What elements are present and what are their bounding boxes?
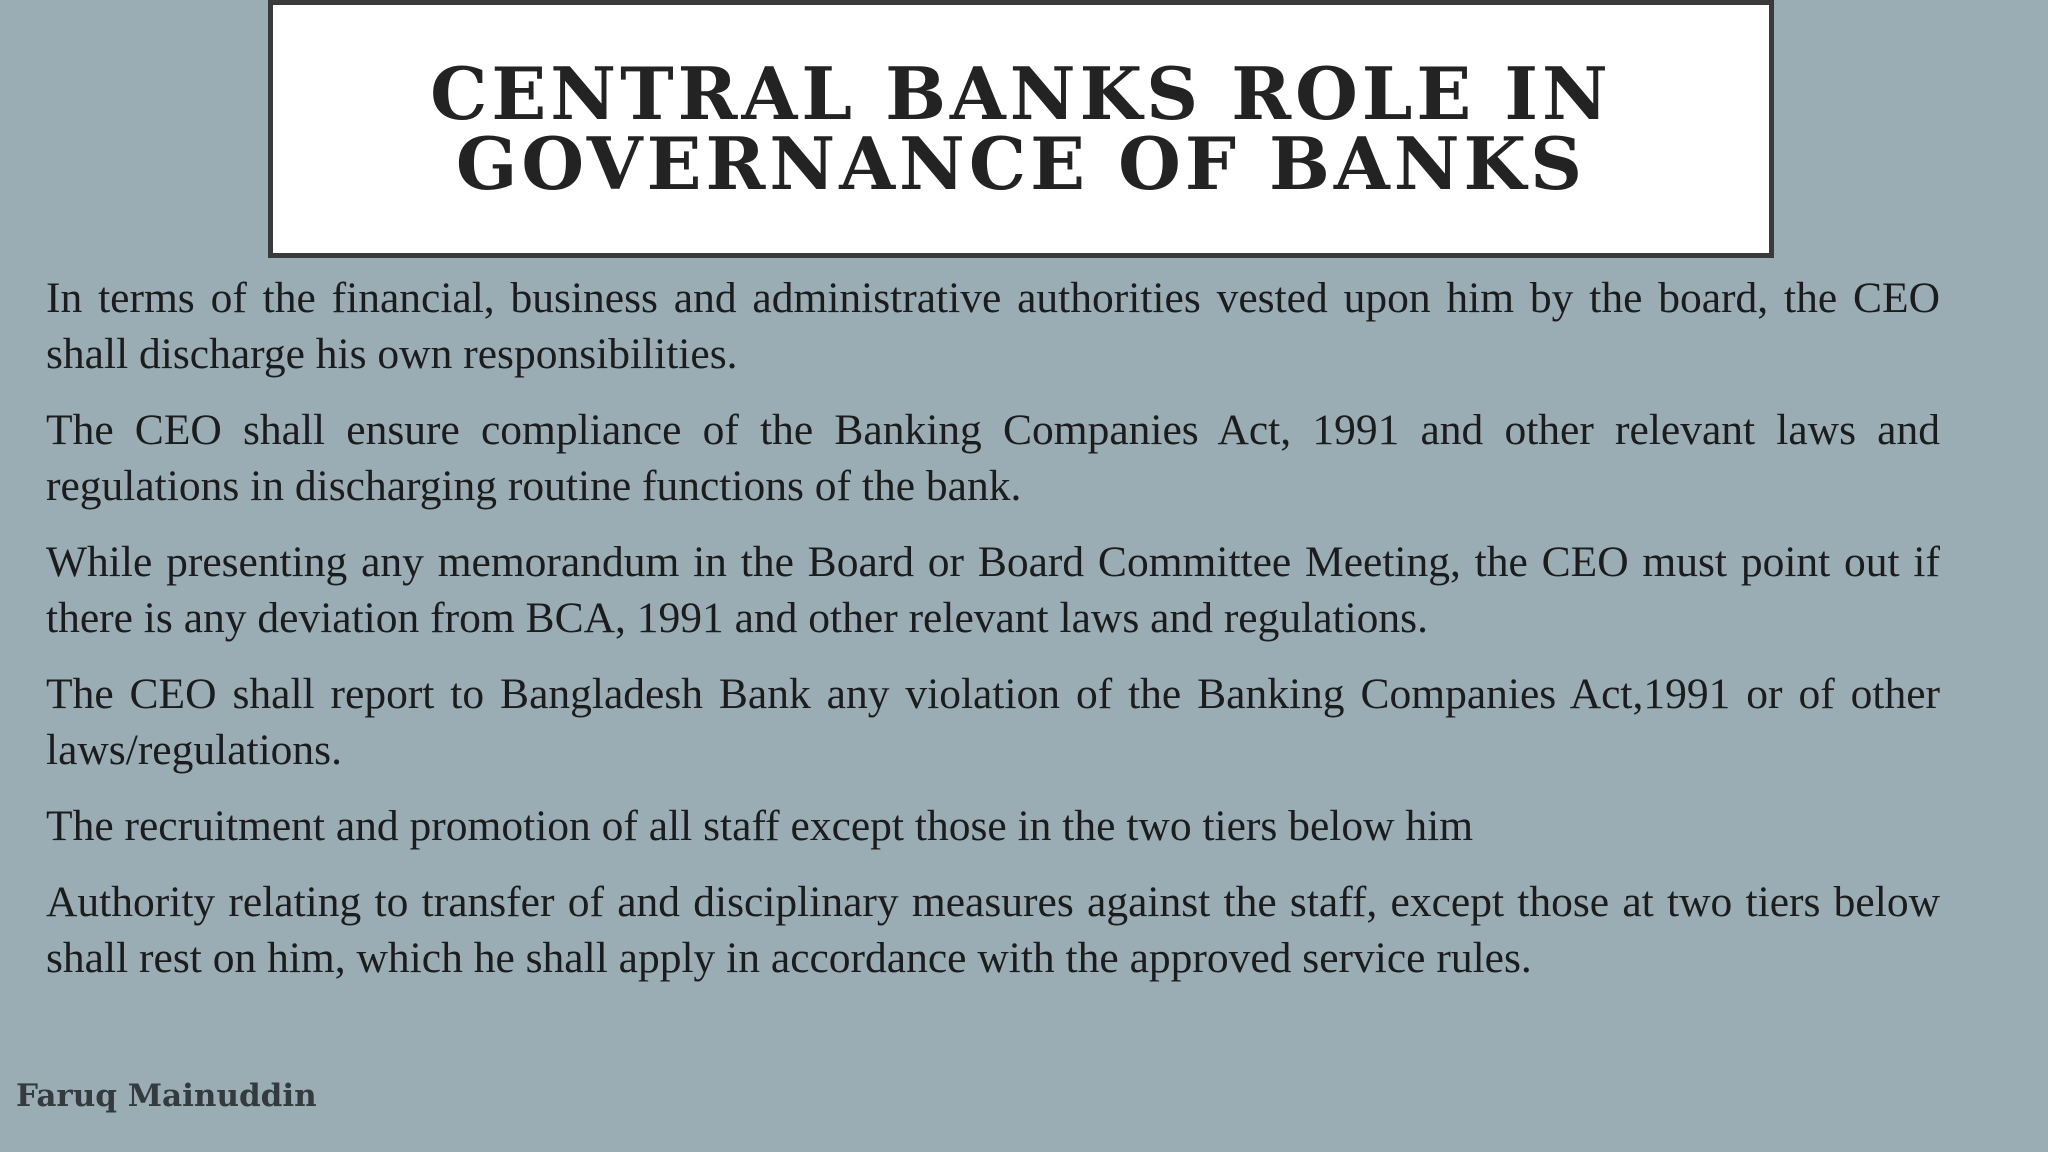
slide-title-line-2: GOVERNANCE OF BANKS: [455, 121, 1587, 206]
paragraph-compliance: The CEO shall ensure compliance of the Banking Companies Act, 1991 and other relevant laws and regulations in discharging routine functions of the bank.: [46, 406, 1940, 510]
author-name: Faruq Mainuddin: [16, 1078, 317, 1114]
paragraph-report-violation: The CEO shall report to Bangladesh Bank any violation of the Banking Companies Act,1991 or of other laws/regulations.: [46, 670, 1940, 774]
paragraph-recruitment: The recruitment and promotion of all staff except those in the two tiers below him: [46, 802, 1474, 850]
paragraph-transfer-authority: Authority relating to transfer of and disciplinary measures against the staff, except those at two tiers below shall rest on him, which he shall apply in accordance with the approved service rules.: [46, 878, 1940, 982]
title-box: [268, 0, 1774, 258]
slide-body: [46, 270, 1940, 1006]
slide-title-line-1: CENTRAL BANKS ROLE IN: [430, 51, 1612, 136]
paragraph-ceo-responsibilities: In terms of the financial, business and administrative authorities vested upon him by the board, the CEO shall discharge his own responsibilities.: [46, 274, 1940, 378]
paragraph-memorandum: While presenting any memorandum in the Board or Board Committee Meeting, the CEO must point out if there is any deviation from BCA, 1991 and other relevant laws and regulations.: [46, 538, 1940, 642]
